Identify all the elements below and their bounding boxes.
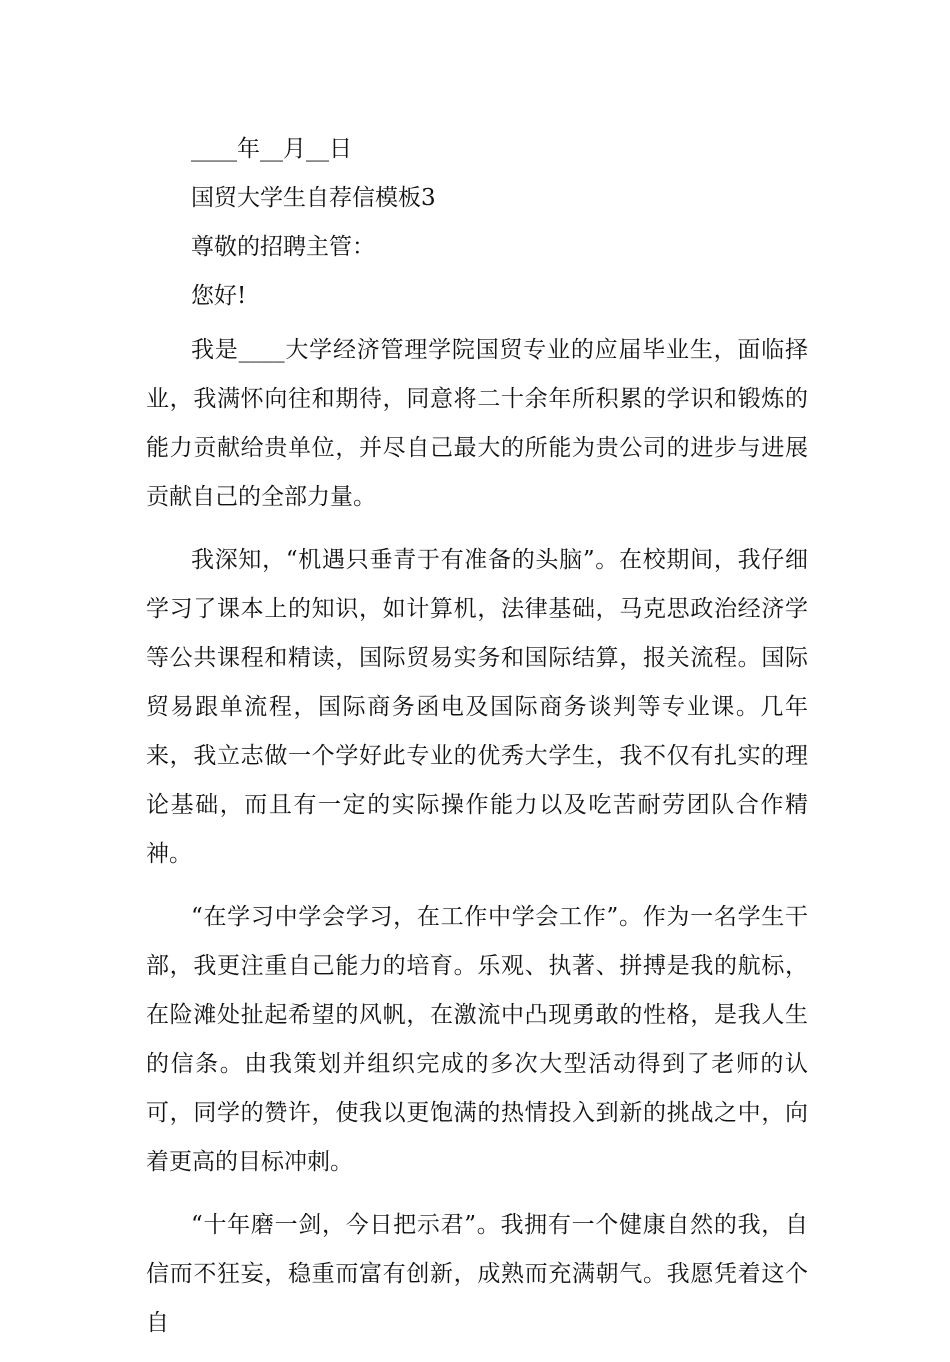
document-title: 国贸大学生自荐信模板3: [191, 185, 436, 211]
letter-body: [146, 133, 808, 1362]
paragraph-studies: 我深知，“机遇只垂青于有准备的头脑”。在校期间，我仔细学习了课本上的知识，如计算机，法律基础，马克思政治经济学等公共课程和精读，国际贸易实务和国际结算，报关流程。国际贸易跟单流程，国际商务函电及国际商务谈判等专业课。几年来，我立志做一个学好此专业的优秀大学生，我不仅有扎实的理论基础，而且有一定的实际操作能力以及吃苦耐劳团队合作精神。: [146, 547, 808, 867]
salutation: 尊敬的招聘主管：: [191, 234, 375, 260]
paragraph-introduction: 我是____大学经济管理学院国贸专业的应届毕业生，面临择业，我满怀向往和期待，同意将二十余年所积累的学识和锻炼的能力贡献给贵单位，并尽自己最大的所能为贵公司的进步与进展贡献自己的全部力量。: [146, 337, 808, 510]
date-line: ____年__月__日: [191, 136, 352, 162]
paragraph-leadership: “在学习中学会学习，在工作中学会工作”。作为一名学生干部，我更注重自己能力的培育。乐观、执著、拼搏是我的航标，在险滩处扯起希望的风帆，在激流中凸现勇敢的性格，是我人生的信条。由我策划并组织完成的多次大型活动得到了老师的认可，同学的赞许，使我以更饱满的热情投入到新的挑战之中，向着更高的目标冲刺。: [146, 904, 808, 1175]
greeting: 您好!: [191, 283, 247, 309]
paragraph-self-description: “十年磨一剑，今日把示君”。我拥有一个健康自然的我，自信而不狂妄，稳重而富有创新，成熟而充满朝气。我愿凭着这个自: [146, 1212, 808, 1336]
